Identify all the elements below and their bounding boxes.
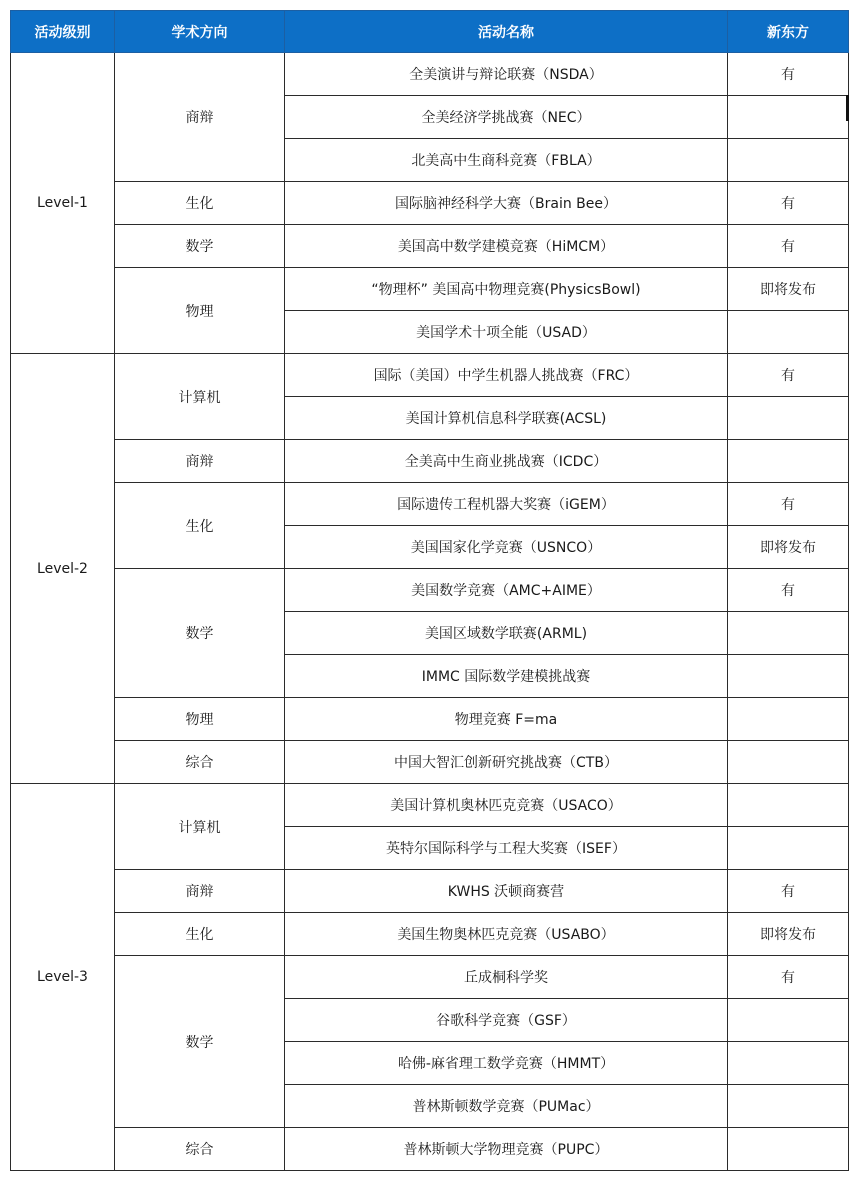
availability-cell — [728, 1042, 849, 1085]
subject-cell: 数学 — [115, 956, 285, 1128]
level-cell: Level-1 — [11, 53, 115, 354]
table-row — [11, 913, 849, 956]
activity-name-cell: 普林斯顿大学物理竞赛（PUPC） — [285, 1128, 728, 1171]
header-activity-name: 活动名称 — [285, 11, 728, 53]
availability-cell: 即将发布 — [728, 268, 849, 311]
subject-cell: 生化 — [115, 182, 285, 225]
activity-name-cell: 美国计算机信息科学联赛(ACSL) — [285, 397, 728, 440]
activity-name-cell: 美国区域数学联赛(ARML) — [285, 612, 728, 655]
table-row — [11, 1128, 849, 1171]
activity-name-cell: 全美高中生商业挑战赛（ICDC） — [285, 440, 728, 483]
availability-cell: 有 — [728, 956, 849, 999]
table-row — [11, 182, 849, 225]
activity-name-cell: 美国高中数学建模竞赛（HiMCM） — [285, 225, 728, 268]
edge-mark — [846, 95, 849, 121]
availability-cell — [728, 96, 849, 139]
activity-name-cell: 中国大智汇创新研究挑战赛（CTB） — [285, 741, 728, 784]
activity-name-cell: “物理杯” 美国高中物理竞赛(PhysicsBowl) — [285, 268, 728, 311]
subject-cell: 计算机 — [115, 354, 285, 440]
activity-name-cell: 普林斯顿数学竞赛（PUMac） — [285, 1085, 728, 1128]
table-row — [11, 483, 849, 526]
availability-cell — [728, 139, 849, 182]
activity-name-cell: 全美经济学挑战赛（NEC） — [285, 96, 728, 139]
subject-cell: 计算机 — [115, 784, 285, 870]
availability-cell: 有 — [728, 569, 849, 612]
availability-cell: 有 — [728, 53, 849, 96]
availability-cell — [728, 1085, 849, 1128]
activity-name-cell: KWHS 沃顿商赛营 — [285, 870, 728, 913]
table-row — [11, 53, 849, 96]
availability-cell — [728, 784, 849, 827]
activity-name-cell: 国际（美国）中学生机器人挑战赛（FRC） — [285, 354, 728, 397]
subject-cell: 商辩 — [115, 440, 285, 483]
header-row — [11, 11, 849, 53]
activity-name-cell: 美国学术十项全能（USAD） — [285, 311, 728, 354]
availability-cell: 有 — [728, 354, 849, 397]
availability-cell: 有 — [728, 483, 849, 526]
availability-cell — [728, 440, 849, 483]
subject-cell: 物理 — [115, 268, 285, 354]
subject-cell: 生化 — [115, 913, 285, 956]
activity-name-cell: 美国数学竞赛（AMC+AIME） — [285, 569, 728, 612]
activity-name-cell: 国际脑神经科学大赛（Brain Bee） — [285, 182, 728, 225]
activity-name-cell: 丘成桐科学奖 — [285, 956, 728, 999]
availability-cell — [728, 999, 849, 1042]
subject-cell: 数学 — [115, 569, 285, 698]
availability-cell: 有 — [728, 182, 849, 225]
availability-cell — [728, 1128, 849, 1171]
activity-name-cell: 美国国家化学竞赛（USNCO） — [285, 526, 728, 569]
table-row — [11, 569, 849, 612]
subject-cell: 物理 — [115, 698, 285, 741]
activity-name-cell: 英特尔国际科学与工程大奖赛（ISEF） — [285, 827, 728, 870]
availability-cell — [728, 741, 849, 784]
activity-name-cell: 北美高中生商科竞赛（FBLA） — [285, 139, 728, 182]
header-subject: 学术方向 — [115, 11, 285, 53]
competition-table — [10, 10, 849, 1171]
subject-cell: 综合 — [115, 1128, 285, 1171]
subject-cell: 综合 — [115, 741, 285, 784]
subject-cell: 数学 — [115, 225, 285, 268]
subject-cell: 商辩 — [115, 870, 285, 913]
table-row — [11, 440, 849, 483]
activity-name-cell: 哈佛-麻省理工数学竞赛（HMMT） — [285, 1042, 728, 1085]
activity-name-cell: IMMC 国际数学建模挑战赛 — [285, 655, 728, 698]
subject-cell: 商辩 — [115, 53, 285, 182]
availability-cell: 即将发布 — [728, 913, 849, 956]
header-provider: 新东方 — [728, 11, 849, 53]
availability-cell: 有 — [728, 225, 849, 268]
table-row — [11, 741, 849, 784]
table-row — [11, 225, 849, 268]
availability-cell — [728, 397, 849, 440]
table-row — [11, 784, 849, 827]
activity-name-cell: 全美演讲与辩论联赛（NSDA） — [285, 53, 728, 96]
availability-cell: 即将发布 — [728, 526, 849, 569]
level-cell: Level-3 — [11, 784, 115, 1171]
activity-name-cell: 美国生物奥林匹克竞赛（USABO） — [285, 913, 728, 956]
activity-name-cell: 美国计算机奥林匹克竞赛（USACO） — [285, 784, 728, 827]
subject-cell: 生化 — [115, 483, 285, 569]
table-body — [11, 53, 849, 1171]
table-row — [11, 354, 849, 397]
table-row — [11, 870, 849, 913]
availability-cell — [728, 827, 849, 870]
activity-name-cell: 国际遗传工程机器大奖赛（iGEM） — [285, 483, 728, 526]
table-row — [11, 268, 849, 311]
header-level: 活动级别 — [11, 11, 115, 53]
availability-cell — [728, 311, 849, 354]
table-row — [11, 698, 849, 741]
activity-name-cell: 物理竞赛 F=ma — [285, 698, 728, 741]
availability-cell — [728, 655, 849, 698]
availability-cell: 有 — [728, 870, 849, 913]
table-row — [11, 956, 849, 999]
activity-name-cell: 谷歌科学竞赛（GSF） — [285, 999, 728, 1042]
availability-cell — [728, 698, 849, 741]
availability-cell — [728, 612, 849, 655]
level-cell: Level-2 — [11, 354, 115, 784]
